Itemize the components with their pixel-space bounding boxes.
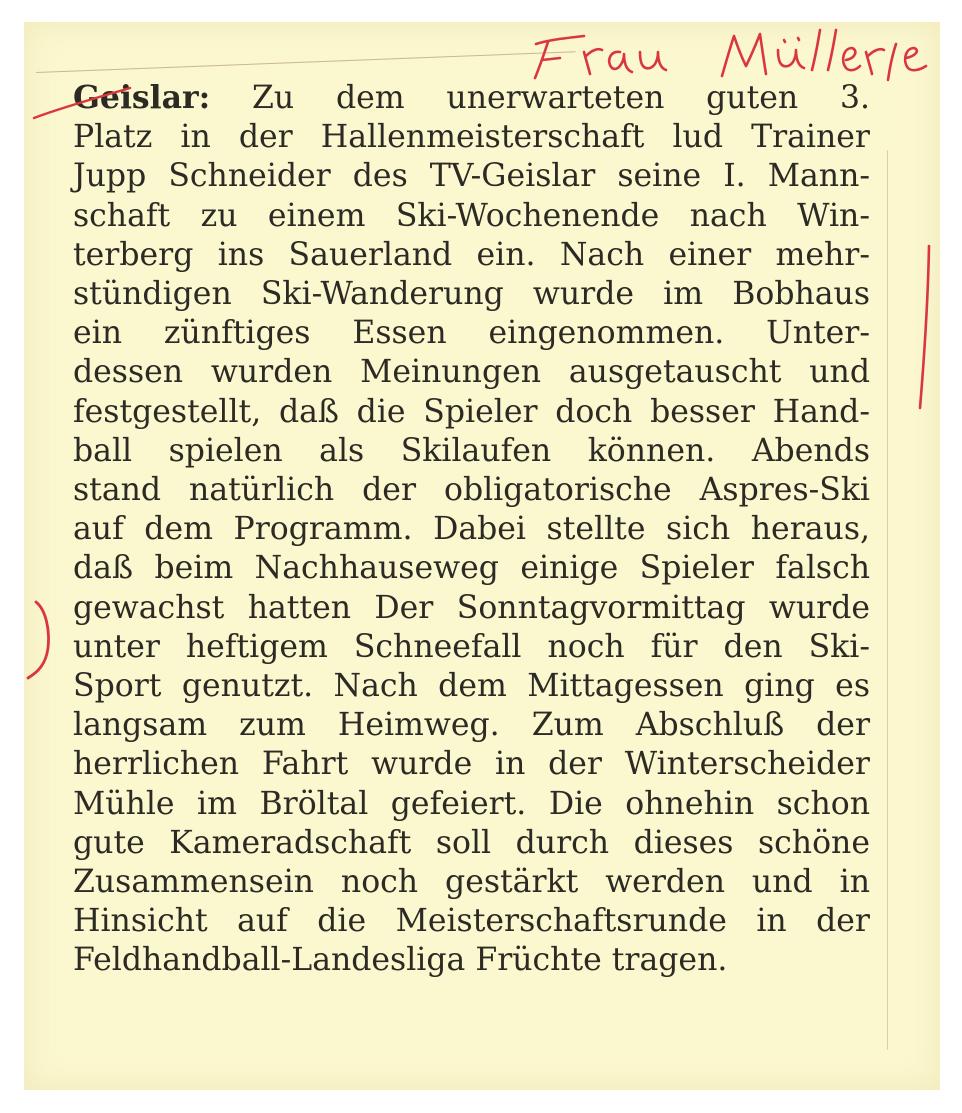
article-line: schaft zu einem Ski-Wochenende nach Win-: [73, 197, 870, 234]
article-body: [73, 78, 870, 981]
article-line: dessen wurden Meinungen ausgetauscht und: [73, 354, 870, 391]
article-line: ball spielen als Skilaufen können. Abends: [73, 432, 870, 469]
article-line: Sport genutzt. Nach dem Mittagessen ging es: [73, 668, 870, 705]
article-lead: Geislar:: [73, 79, 211, 116]
article-line: herrlichen Fahrt wurde in der Winterscheider: [73, 746, 870, 783]
article-line: daß beim Nachhauseweg einige Spieler falsch: [73, 550, 870, 587]
article-line: stand natürlich der obligatorische Aspres-Ski: [73, 472, 870, 509]
article-line: Mühle im Bröltal gefeiert. Die ohnehin schon: [73, 785, 870, 822]
article-line: stündigen Ski-Wanderung wurde im Bobhaus: [73, 276, 870, 313]
article-line: Zusammensein noch gestärkt werden und in: [73, 864, 870, 901]
article-line: Feldhandball-Landesliga Früchte tragen.: [73, 942, 728, 979]
paper-fold-line: [887, 150, 888, 1050]
article-line: gewachst hatten Der Sonntagvormittag wurde: [73, 589, 870, 626]
article-line: gute Kameradschaft soll durch dieses schöne: [73, 824, 870, 861]
article-line: Hinsicht auf die Meisterschaftsrunde in der: [73, 903, 870, 940]
article-line: terberg ins Sauerland ein. Nach einer mehr-: [73, 236, 870, 273]
article-line: auf dem Programm. Dabei stellte sich heraus,: [73, 511, 870, 548]
article-line: ein zünftiges Essen eingenommen. Unter-: [73, 315, 870, 352]
article-line: Jupp Schneider des TV-Geislar seine I. Mann-: [73, 158, 870, 195]
article-line: langsam zum Heimweg. Zum Abschluß der: [73, 707, 870, 744]
article-line: festgestellt, daß die Spieler doch besser Hand-: [73, 393, 870, 430]
article-line: unter heftigem Schneefall noch für den Ski-: [73, 628, 870, 665]
article-line: Platz in der Hallenmeisterschaft lud Trainer: [73, 119, 870, 156]
article-line: Geislar: Zu dem unerwarteten guten 3.: [73, 79, 871, 116]
